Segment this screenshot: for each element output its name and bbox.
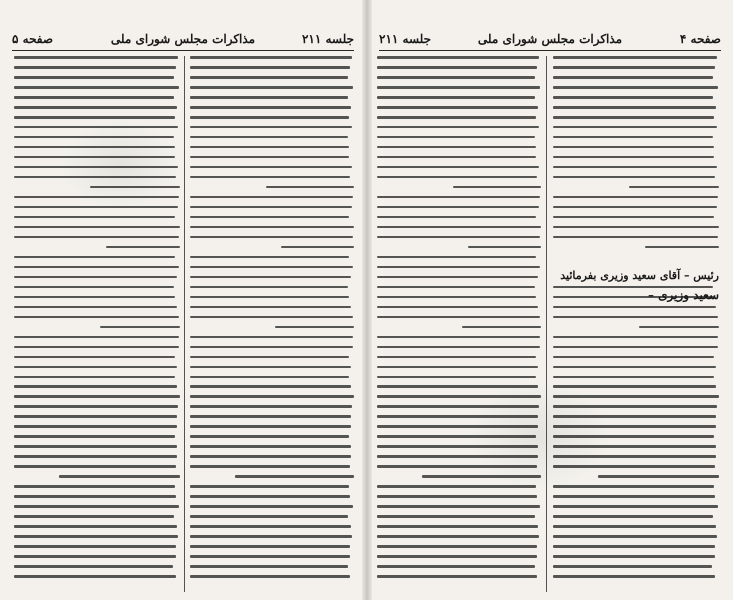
text-line xyxy=(14,266,179,269)
right-page-column-right xyxy=(553,56,719,592)
right-page-title: مذاکرات مجلس شورای ملی xyxy=(477,32,623,46)
left-session-label: جلسه ۲۱۱ xyxy=(301,32,354,46)
text-line xyxy=(281,246,354,249)
paper-stain xyxy=(60,120,180,210)
text-line xyxy=(553,126,717,129)
text-line xyxy=(377,166,539,169)
text-line xyxy=(553,176,715,179)
text-line xyxy=(14,445,177,448)
text-line xyxy=(377,575,537,578)
text-line xyxy=(553,86,718,89)
text-line xyxy=(190,545,350,548)
text-line xyxy=(553,226,719,229)
text-line xyxy=(14,106,177,109)
text-line xyxy=(377,86,540,89)
text-line xyxy=(553,505,718,508)
text-line xyxy=(553,535,717,538)
left-page-column-divider xyxy=(184,56,185,592)
text-line xyxy=(190,136,348,139)
text-line xyxy=(553,545,715,548)
text-line xyxy=(190,565,348,568)
text-line xyxy=(553,166,717,169)
text-line xyxy=(377,515,535,518)
text-line xyxy=(190,286,348,289)
text-line xyxy=(190,356,349,359)
text-line xyxy=(377,356,536,359)
text-line xyxy=(190,405,352,408)
text-line xyxy=(553,56,717,59)
text-line xyxy=(553,146,714,149)
text-line xyxy=(190,425,351,428)
text-line xyxy=(190,196,353,199)
text-line xyxy=(275,326,354,329)
text-line xyxy=(190,575,350,578)
text-line xyxy=(377,76,535,79)
text-line xyxy=(190,56,352,59)
text-line xyxy=(377,346,540,349)
text-line xyxy=(190,86,353,89)
text-line xyxy=(377,316,540,319)
text-line xyxy=(377,376,536,379)
text-line xyxy=(190,206,352,209)
text-line xyxy=(553,96,713,99)
text-line xyxy=(14,216,175,219)
text-line xyxy=(14,415,177,418)
speaker-announcement: رئیس – آقای سعید وزیری بفرمائید xyxy=(560,269,719,282)
text-line xyxy=(468,246,541,249)
text-line xyxy=(377,266,540,269)
text-line xyxy=(190,465,350,468)
text-line xyxy=(553,106,716,109)
text-line xyxy=(14,385,177,388)
text-line xyxy=(377,116,536,119)
text-line xyxy=(190,385,351,388)
text-line xyxy=(190,485,349,488)
text-line xyxy=(14,395,180,398)
left-page-title: مذاکرات مجلس شورای ملی xyxy=(110,32,256,46)
text-line xyxy=(266,186,354,189)
text-line xyxy=(377,286,535,289)
text-line xyxy=(598,475,719,478)
text-line xyxy=(14,555,176,558)
text-line xyxy=(377,495,537,498)
text-line xyxy=(14,495,176,498)
text-line xyxy=(553,116,714,119)
text-line xyxy=(14,76,174,79)
text-line xyxy=(377,126,539,129)
text-line xyxy=(377,535,539,538)
text-line xyxy=(14,435,175,438)
text-line xyxy=(553,366,716,369)
text-line xyxy=(462,326,541,329)
text-line xyxy=(14,226,180,229)
left-running-head xyxy=(12,30,354,51)
text-line xyxy=(14,405,178,408)
text-line xyxy=(190,376,349,379)
text-line xyxy=(377,565,535,568)
text-line xyxy=(645,246,719,249)
text-line xyxy=(190,505,353,508)
speaker-name-lead: سعید وزیری – xyxy=(647,288,719,302)
text-line xyxy=(190,116,349,119)
text-line xyxy=(553,306,716,309)
text-line xyxy=(14,545,176,548)
text-line xyxy=(377,555,537,558)
text-line xyxy=(14,116,175,119)
text-line xyxy=(553,495,715,498)
text-line xyxy=(14,366,177,369)
text-line xyxy=(553,206,717,209)
text-line xyxy=(377,226,541,229)
text-line xyxy=(14,56,178,59)
text-line xyxy=(14,525,177,528)
text-line xyxy=(190,296,349,299)
text-line xyxy=(190,106,351,109)
text-line xyxy=(377,66,537,69)
text-line xyxy=(59,475,180,478)
text-line xyxy=(190,415,351,418)
text-line xyxy=(106,246,180,249)
text-line xyxy=(553,515,713,518)
right-running-head xyxy=(379,30,721,51)
text-line xyxy=(377,545,537,548)
text-line xyxy=(190,366,351,369)
text-line xyxy=(14,236,179,239)
text-line xyxy=(190,525,351,528)
text-line xyxy=(190,306,351,309)
right-page-column-left xyxy=(377,56,541,592)
text-line xyxy=(377,96,535,99)
text-line xyxy=(14,336,179,339)
text-line xyxy=(377,196,540,199)
text-line xyxy=(553,376,714,379)
text-line xyxy=(14,86,179,89)
text-line xyxy=(629,186,719,189)
text-line xyxy=(377,146,536,149)
text-line xyxy=(553,136,713,139)
text-line xyxy=(190,395,354,398)
left-page-column-right xyxy=(190,56,354,592)
text-line xyxy=(377,56,539,59)
text-line xyxy=(190,96,348,99)
text-line xyxy=(190,316,353,319)
text-line xyxy=(190,346,353,349)
text-line xyxy=(14,66,176,69)
text-line xyxy=(377,156,536,159)
text-line xyxy=(14,306,177,309)
paper-stain xyxy=(470,380,610,490)
text-line xyxy=(190,166,352,169)
text-line xyxy=(14,296,175,299)
text-line xyxy=(190,445,351,448)
text-line xyxy=(14,316,179,319)
text-line xyxy=(14,565,173,568)
text-line xyxy=(553,66,715,69)
text-line xyxy=(190,176,350,179)
text-line xyxy=(190,236,353,239)
text-line xyxy=(377,206,539,209)
text-line xyxy=(639,326,719,329)
text-line xyxy=(553,156,714,159)
text-line xyxy=(190,555,350,558)
text-line xyxy=(14,515,174,518)
text-line xyxy=(190,66,350,69)
text-line xyxy=(14,256,175,259)
text-line xyxy=(377,106,538,109)
text-line xyxy=(14,485,175,488)
text-line xyxy=(377,306,538,309)
text-line xyxy=(14,465,176,468)
text-line xyxy=(553,346,718,349)
text-line xyxy=(553,316,718,319)
text-line xyxy=(190,156,349,159)
text-line xyxy=(190,336,353,339)
text-line xyxy=(14,276,177,279)
text-line xyxy=(190,435,349,438)
text-line xyxy=(14,376,175,379)
text-line xyxy=(553,565,712,568)
text-line xyxy=(377,256,536,259)
right-page xyxy=(367,0,733,600)
text-line xyxy=(377,136,535,139)
right-page-number: صفحه ۴ xyxy=(679,32,721,46)
text-line xyxy=(377,336,540,339)
text-line xyxy=(377,525,538,528)
text-line xyxy=(14,286,174,289)
text-line xyxy=(190,146,349,149)
text-line xyxy=(377,236,540,239)
right-session-label: جلسه ۲۱۱ xyxy=(379,32,432,46)
text-line xyxy=(14,535,178,538)
text-line xyxy=(553,356,714,359)
text-line xyxy=(190,276,351,279)
text-line xyxy=(14,356,175,359)
text-line xyxy=(190,256,349,259)
text-line xyxy=(190,216,349,219)
text-line xyxy=(553,236,718,239)
text-line xyxy=(553,336,718,339)
text-line xyxy=(190,266,353,269)
text-line xyxy=(235,475,354,478)
text-line xyxy=(377,505,540,508)
text-line xyxy=(190,126,352,129)
text-line xyxy=(14,425,177,428)
text-line xyxy=(377,176,537,179)
text-line xyxy=(553,575,715,578)
text-line xyxy=(377,296,536,299)
text-line xyxy=(14,575,176,578)
text-line xyxy=(553,196,718,199)
left-page xyxy=(0,0,366,600)
text-line xyxy=(553,216,714,219)
text-line xyxy=(553,485,714,488)
text-line xyxy=(14,505,179,508)
text-line xyxy=(14,346,179,349)
text-line xyxy=(190,515,348,518)
text-line xyxy=(190,455,351,458)
right-page-column-divider xyxy=(546,56,547,592)
text-line xyxy=(100,326,180,329)
text-line xyxy=(453,186,541,189)
left-page-number: صفحه ۵ xyxy=(12,32,54,46)
text-line xyxy=(190,226,354,229)
text-line xyxy=(553,525,716,528)
text-line xyxy=(14,455,177,458)
text-line xyxy=(14,96,174,99)
text-line xyxy=(190,76,348,79)
text-line xyxy=(190,495,350,498)
text-line xyxy=(553,555,715,558)
text-line xyxy=(190,535,352,538)
text-line xyxy=(377,216,536,219)
text-line xyxy=(553,76,713,79)
text-line xyxy=(377,276,538,279)
text-line xyxy=(377,366,538,369)
